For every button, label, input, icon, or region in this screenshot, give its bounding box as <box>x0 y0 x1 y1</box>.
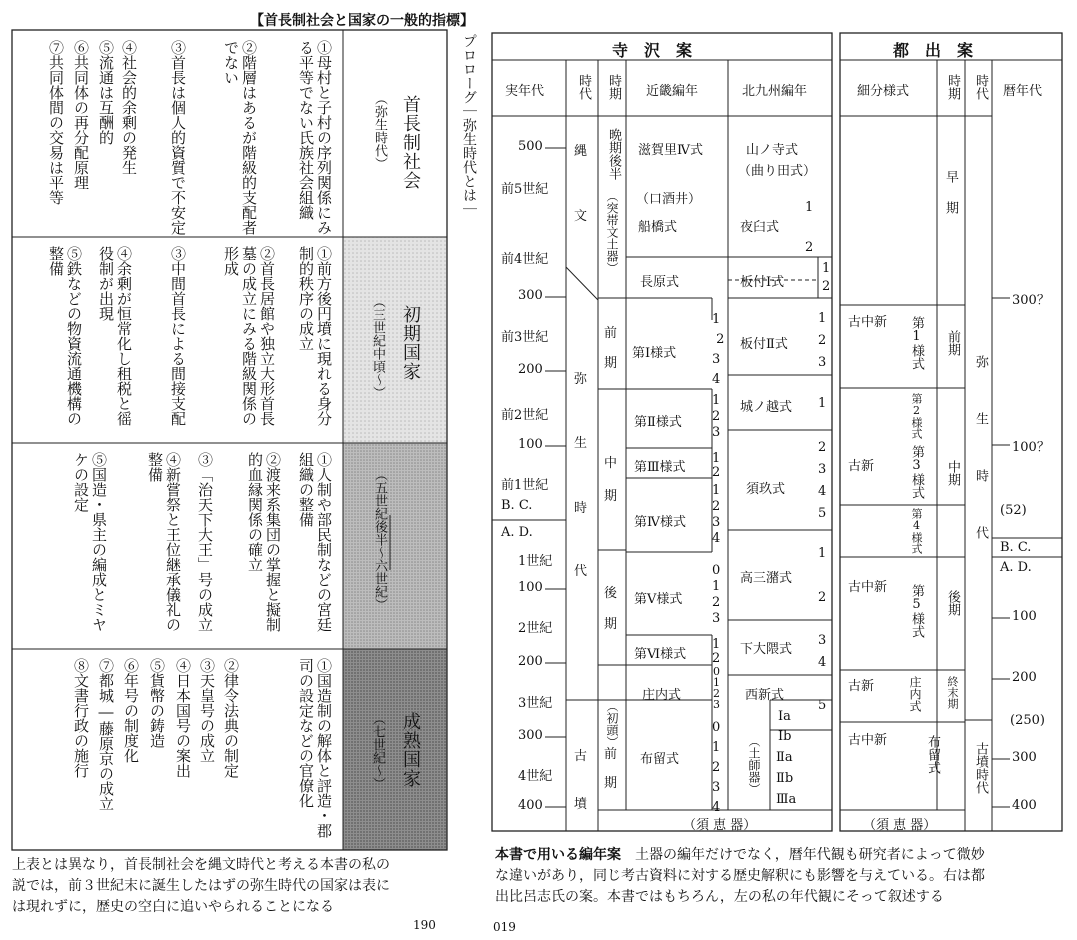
subphase-numbers: 5 <box>818 698 827 713</box>
kyushu-substage: Ⅰb <box>778 729 792 744</box>
sue-label: （須 恵 器） <box>863 818 937 833</box>
header-kinki: 近畿編年 <box>646 84 699 99</box>
era-char: 弥 <box>574 372 588 387</box>
tsude-period: 早期 <box>943 170 958 232</box>
subphase-numbers: 1 <box>818 546 827 561</box>
kyushu-style: 高三潴式 <box>740 571 793 586</box>
period-label: 前 <box>604 326 618 341</box>
stage-name-chiefdom: 首長制社会 <box>400 95 421 190</box>
indicator-item: ⑤国造・県主の編成とミヤケの設定 <box>72 452 108 632</box>
kyushu-substage: Ⅱa <box>776 750 793 765</box>
stage-name-mature-state: 成熟国家 <box>400 712 421 788</box>
right-caption: 本書で用いる編年案 土器の編年だけでなく，暦年代観も研究者によって微妙 な違いがあり，同じ考古資料に対する歴史解釈にも影響を与えている。右は都 出比呂志氏の案。本書ではもちろん，左の私の年代観にそって叙述する <box>495 847 985 905</box>
tsude-style: 第2様式 <box>910 393 923 439</box>
indicator-item: ③首長は個人的資質で不安定 <box>169 40 187 235</box>
subphase-numbers: 2 <box>818 590 827 605</box>
header-jitsu: 実年代 <box>505 84 545 99</box>
reki-label: 200 <box>1012 670 1037 685</box>
period-label: （初頭） <box>605 700 619 748</box>
subphase-numbers: 1 2 <box>712 451 721 480</box>
kinki-style: 船橋式 <box>638 220 678 235</box>
year-label: 200 <box>518 654 543 669</box>
kyushu-style: 夜臼式 <box>740 220 780 235</box>
reki-label: 300 <box>1012 750 1037 765</box>
left-caption: 上表とは異なり，首長制社会を縄文時代と考える本書の私の 説では，前３世紀末に誕生したはずの弥生時代の国家は表に は現れずに，歴史の空白に追いやられることになる <box>12 857 390 915</box>
reki-label: 100 <box>1012 609 1037 624</box>
header-terasawa: 寺 沢 案 <box>612 41 693 60</box>
reki-label: (52) <box>1000 503 1027 518</box>
subphase-numbers: 1 2 <box>805 200 814 255</box>
running-head: プロローグ｜弥生時代とは｜ <box>461 34 477 216</box>
reki-label: 100？ <box>1012 440 1050 455</box>
year-label: 100 <box>518 580 543 595</box>
kinki-style: 布留式 <box>640 752 680 767</box>
reki-label: B. C. <box>1000 540 1032 555</box>
indicator-item: ①人制や部民制などの宮廷組織の整備 <box>297 452 333 632</box>
year-label: 4世紀 <box>518 769 553 784</box>
indicator-item: ⑦都城―藤原京の成立 <box>97 658 115 811</box>
year-label: 300 <box>518 288 543 303</box>
tsude-style: 庄内式 <box>908 676 922 712</box>
header-reki: 暦年代 <box>1003 84 1043 99</box>
subphase-numbers: 1 2 3 <box>712 393 721 440</box>
period-label: 期 <box>604 489 618 504</box>
kyushu-style: 城ノ越式 <box>740 400 793 415</box>
indicator-item: ①前方後円墳に現れる身分制的秩序の成立 <box>297 246 333 426</box>
kinki-style: 第Ⅱ様式 <box>634 415 682 430</box>
tsude-era: 弥生時代 <box>973 355 988 583</box>
subphase-numbers: 1 2 3 4 <box>712 483 721 546</box>
indicator-item: ②律令法典の制定 <box>222 658 240 778</box>
kyushu-style: 下大隈式 <box>740 642 793 657</box>
header-jiki2: 時期 <box>945 74 960 100</box>
year-label: A. D. <box>501 525 533 540</box>
stage-sub-chiefdom: （弥生時代） <box>372 92 387 170</box>
header-tsude: 都 出 案 <box>893 41 974 60</box>
reki-label: (250) <box>1010 713 1045 728</box>
indicator-item: ⑤鉄などの物資流通機構の整備 <box>47 246 83 426</box>
reki-label: A. D. <box>1000 560 1032 575</box>
tsude-style: 第1様式 <box>909 316 924 370</box>
kyushu-substage: Ⅰa <box>778 709 791 724</box>
indicator-item: ④新嘗祭と王位継承儀礼の整備 <box>146 452 182 632</box>
kyushu-style: 板付Ⅰ式 <box>740 275 785 290</box>
stage-name-early-state: 初期国家 <box>400 305 421 381</box>
era-char: 文 <box>574 209 588 224</box>
subphase-numbers: 2 3 4 5 <box>818 440 827 521</box>
period-label: 期 <box>604 776 618 791</box>
subphase-numbers: 1 2 <box>712 637 721 666</box>
subphase-numbers: 3 4 <box>818 633 827 670</box>
table-title: 【首長制社会と国家の一般的指標】 <box>250 13 474 29</box>
period-label: 中 <box>604 456 618 471</box>
year-label: 500 <box>518 139 543 154</box>
tsude-subdiv: 古中新 <box>848 733 888 748</box>
period-label: （突帯文土器） <box>605 190 619 274</box>
era-char: 代 <box>574 564 588 579</box>
header-saibun: 細分様式 <box>857 84 910 99</box>
indicator-item: ⑧文書行政の施行 <box>72 658 90 778</box>
header-jidai: 時代 <box>576 74 591 100</box>
indicator-item: ②首長居館や独立大形首長墓の成立にみる階級関係の形成 <box>222 246 276 426</box>
era-char: 縄 <box>574 144 588 159</box>
year-label: 前1世紀 <box>501 478 549 493</box>
page-number-left: 190 <box>413 918 436 932</box>
indicator-item: ③中間首長による間接支配 <box>169 246 187 426</box>
kinki-style: （口酒井） <box>636 192 702 207</box>
year-label: 300 <box>518 728 543 743</box>
tsude-subdiv: 古新 <box>848 679 875 694</box>
era-char: 古 <box>574 749 588 764</box>
indicator-item: ⑤貨幣の鋳造 <box>148 658 166 748</box>
kyushu-style: 山ノ寺式 <box>746 143 799 158</box>
indicator-item: ①母村と子村の序列関係にみる平等でない氏族社会組織 <box>297 40 333 235</box>
subphase-numbers: 0 1 2 3 <box>713 665 720 711</box>
subphase-numbers: 0 1 2 3 4 <box>712 720 721 815</box>
era-char: 墳 <box>574 797 588 812</box>
subphase-numbers: 1 <box>818 396 827 411</box>
kyushu-style: 須玖式 <box>746 482 786 497</box>
indicator-item: ④余剰が恒常化し租税と徭役制が出現 <box>97 246 133 426</box>
stage-sub-late-5th: （五世紀後半〜六世紀） <box>372 468 387 611</box>
indicator-item: ③天皇号の成立 <box>198 658 216 763</box>
indicator-item: ④社会的余剰の発生 <box>120 40 138 175</box>
subphase-numbers: 0 1 2 3 <box>712 563 721 626</box>
tsude-subdiv: 古中新 <box>848 580 888 595</box>
year-label: 2世紀 <box>518 621 553 636</box>
indicator-item: ⑤流通は互酬的 <box>97 40 115 145</box>
tsude-style: 布留式 <box>925 735 940 774</box>
indicator-item: ⑥年号の制度化 <box>122 658 140 763</box>
header-jidai2: 時代 <box>973 74 988 100</box>
period-label: 前 <box>604 747 618 762</box>
indicator-item: ④日本国号の案出 <box>174 658 192 778</box>
indicator-item: ⑥共同体の再分配原理 <box>72 40 90 190</box>
stage-sub-mature-state: （七世紀〜） <box>370 712 385 790</box>
kyushu-style: 西新式 <box>745 688 785 703</box>
era-char: 時 <box>574 501 588 516</box>
year-label: 前4世紀 <box>501 252 549 267</box>
kyushu-style: （曲り田式） <box>738 164 817 179</box>
indicator-item: ②階層はあるが階級的支配者でない <box>222 40 258 235</box>
year-label: 3世紀 <box>518 696 553 711</box>
reki-label: 400 <box>1012 798 1037 813</box>
period-label: 期 <box>604 356 618 371</box>
tsude-period: 後期 <box>945 590 960 616</box>
sue-label: （須 恵 器） <box>683 818 757 833</box>
kyushu-substage: Ⅲa <box>776 792 797 807</box>
tsude-period: 中期 <box>945 460 960 486</box>
era-char: 生 <box>574 436 588 451</box>
subphase-numbers: 1 2 <box>822 261 831 294</box>
tsude-style: 第5様式 <box>909 584 924 638</box>
year-label: 前2世紀 <box>501 408 549 423</box>
kyushu-style: 板付Ⅱ式 <box>740 337 788 352</box>
year-label: 1世紀 <box>518 554 553 569</box>
subphase-numbers: 1 2 3 <box>818 311 827 370</box>
subphase-numbers: 1 2 3 4 <box>712 312 725 387</box>
kyushu-substage: Ⅱb <box>776 771 794 786</box>
tsude-era: 古墳時代 <box>973 742 988 794</box>
reki-label: 300？ <box>1012 293 1050 308</box>
tsude-period: 終末期 <box>946 676 959 709</box>
year-label: 前3世紀 <box>501 330 549 345</box>
tsude-subdiv: 古中新 <box>848 315 888 330</box>
period-label: 晩期後半 <box>606 128 621 180</box>
kinki-style: 第Ⅵ様式 <box>634 647 687 662</box>
year-label: 400 <box>518 798 543 813</box>
period-label: 後 <box>604 586 618 601</box>
header-kitakyushu: 北九州編年 <box>742 84 808 99</box>
year-label: 前5世紀 <box>501 182 549 197</box>
kinki-style: 第Ⅲ様式 <box>634 460 686 475</box>
year-label: 200 <box>518 362 543 377</box>
tsude-style: 第4様式 <box>910 508 923 554</box>
haji-label: （土師器） <box>747 735 761 795</box>
tsude-style: 第3様式 <box>909 445 924 499</box>
header-jiki: 時期 <box>606 74 621 100</box>
kinki-style: 庄内式 <box>642 688 682 703</box>
kinki-style: 長原式 <box>640 275 680 290</box>
kinki-style: 第Ⅴ様式 <box>634 592 683 607</box>
year-label: 100 <box>518 437 543 452</box>
year-label: B. C. <box>501 498 533 513</box>
kinki-style: 第Ⅰ様式 <box>632 346 677 361</box>
tsude-subdiv: 古新 <box>848 459 875 474</box>
kinki-style: 第Ⅳ様式 <box>634 515 686 530</box>
indicator-item: ②渡来系集団の掌握と擬制的血縁関係の確立 <box>246 452 282 632</box>
indicator-item: ③「治天下大王」号の成立 <box>196 452 214 632</box>
page-number-right: 019 <box>493 920 516 934</box>
period-label: 期 <box>604 617 618 632</box>
indicator-item: ⑦共同体間の交易は平等 <box>47 40 65 205</box>
tsude-period: 前期 <box>945 330 960 356</box>
kinki-style: 滋賀里Ⅳ式 <box>638 143 703 158</box>
stage-sub-early-state: （三世紀中頃〜） <box>370 295 385 399</box>
indicator-item: ①国造制の解体と評造・郡司の設定などの官僚化 <box>297 658 333 838</box>
